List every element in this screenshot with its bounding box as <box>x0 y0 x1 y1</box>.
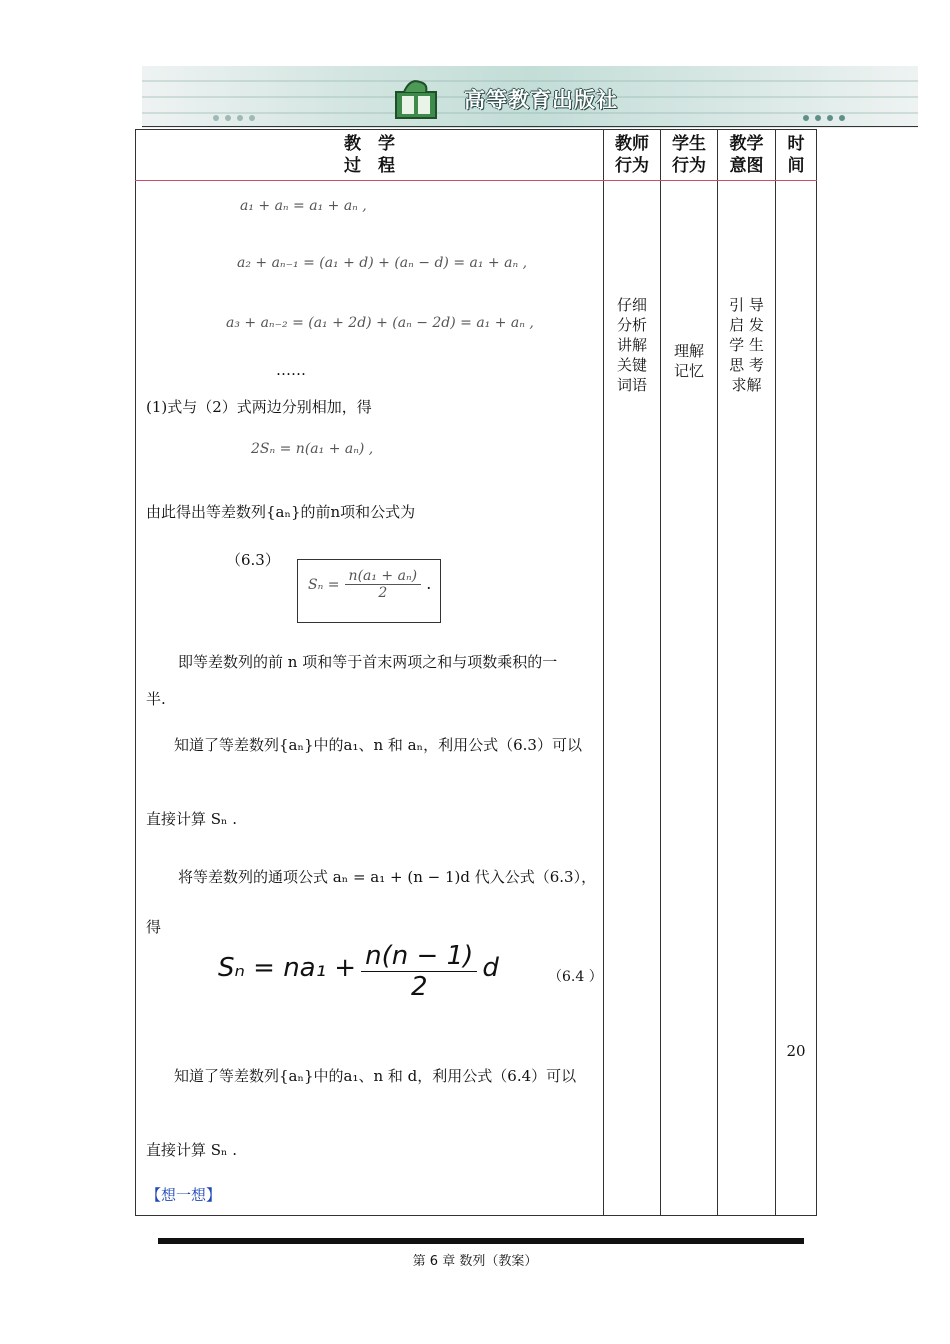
formula-6-4-end: d <box>482 953 499 983</box>
paragraph-use-6-3-line2: 直接计算 Sₙ . <box>146 810 238 828</box>
intent-text: 引 导 启 发 学 生 思 考 求解 <box>729 296 764 394</box>
paragraph-sum-sides: (1)式与（2）式两边分别相加，得 <box>146 398 372 416</box>
time-cell <box>776 181 817 1216</box>
formula-6-3-fraction <box>345 568 422 601</box>
header-student: 学生 行为 <box>661 130 718 181</box>
equation-2: a₂ + aₙ₋₁ = (a₁ + d) + (aₙ − d) = a₁ + aₙ , <box>237 255 528 271</box>
teacher-text: 仔细 分析 讲解 关键 词语 <box>616 296 647 394</box>
formula-6-4 <box>218 941 499 1002</box>
equation-2sn: 2Sₙ = n(a₁ + aₙ) , <box>251 441 374 457</box>
time-value: 20 <box>786 1042 806 1060</box>
decor-dots-right <box>802 114 862 122</box>
intent-cell <box>718 181 776 1216</box>
formula-label-6-4: （6.4 ） <box>548 969 603 985</box>
lesson-table <box>135 129 817 1216</box>
paragraph-substitute-line2: 得 <box>146 918 162 936</box>
formula-6-3-end: . <box>426 574 432 593</box>
process-cell <box>136 181 604 1216</box>
formula-label-6-3: （6.3） <box>226 551 280 569</box>
equation-3: a₃ + aₙ₋₂ = (a₁ + 2d) + (aₙ − 2d) = a₁ + aₙ , <box>226 315 534 331</box>
paragraph-use-6-3-line1: 知道了等差数列{aₙ}中的a₁、n 和 aₙ，利用公式（6.3）可以 <box>174 736 582 754</box>
publisher-name: 高等教育出版社 <box>464 88 618 112</box>
think-heading: 【想一想】 <box>146 1186 222 1204</box>
formula-6-4-numerator: n(n − 1) <box>361 941 477 972</box>
formula-6-3-box <box>297 559 441 623</box>
formula-6-4-fraction <box>361 941 477 1002</box>
formula-6-4-denominator: 2 <box>410 972 428 1002</box>
ellipsis: …… <box>276 361 306 379</box>
paragraph-meaning-line2: 半. <box>146 690 166 708</box>
teacher-cell <box>604 181 661 1216</box>
header-rule <box>142 126 918 127</box>
header-process: 教 学 过 程 <box>136 130 604 181</box>
paragraph-sum-formula-intro: 由此得出等差数列{aₙ}的前n项和公式为 <box>146 503 416 521</box>
formula-6-3-lhs: Sₙ = <box>308 577 340 593</box>
footer-text: 第 6 章 数列（教案） <box>412 1254 538 1269</box>
paragraph-use-6-4-line1: 知道了等差数列{aₙ}中的a₁、n 和 d，利用公式（6.4）可以 <box>174 1067 577 1085</box>
header-time: 时 间 <box>776 130 817 181</box>
header-teacher: 教师 行为 <box>604 130 661 181</box>
header-banner <box>142 66 918 128</box>
paragraph-use-6-4-line2: 直接计算 Sₙ . <box>146 1141 238 1159</box>
table-header-row <box>136 130 817 181</box>
equation-1: a₁ + aₙ = a₁ + aₙ , <box>240 198 367 214</box>
publisher-logo-icon <box>392 74 440 122</box>
decor-dots-left <box>212 114 272 122</box>
header-intent: 教学 意图 <box>718 130 776 181</box>
table-content-row <box>136 181 817 1216</box>
formula-6-3-numerator: n(a₁ + aₙ) <box>345 568 422 585</box>
footer-rule <box>158 1238 804 1244</box>
student-cell <box>661 181 718 1216</box>
formula-6-4-lhs: Sₙ = na₁ + <box>218 953 357 983</box>
paragraph-substitute-line1: 将等差数列的通项公式 aₙ = a₁ + (n − 1)d 代入公式（6.3）， <box>178 868 597 886</box>
student-text: 理解 记忆 <box>673 342 704 380</box>
formula-6-3-denominator: 2 <box>378 585 388 601</box>
paragraph-meaning-line1: 即等差数列的前 n 项和等于首末两项之和与项数乘积的一 <box>178 653 558 671</box>
